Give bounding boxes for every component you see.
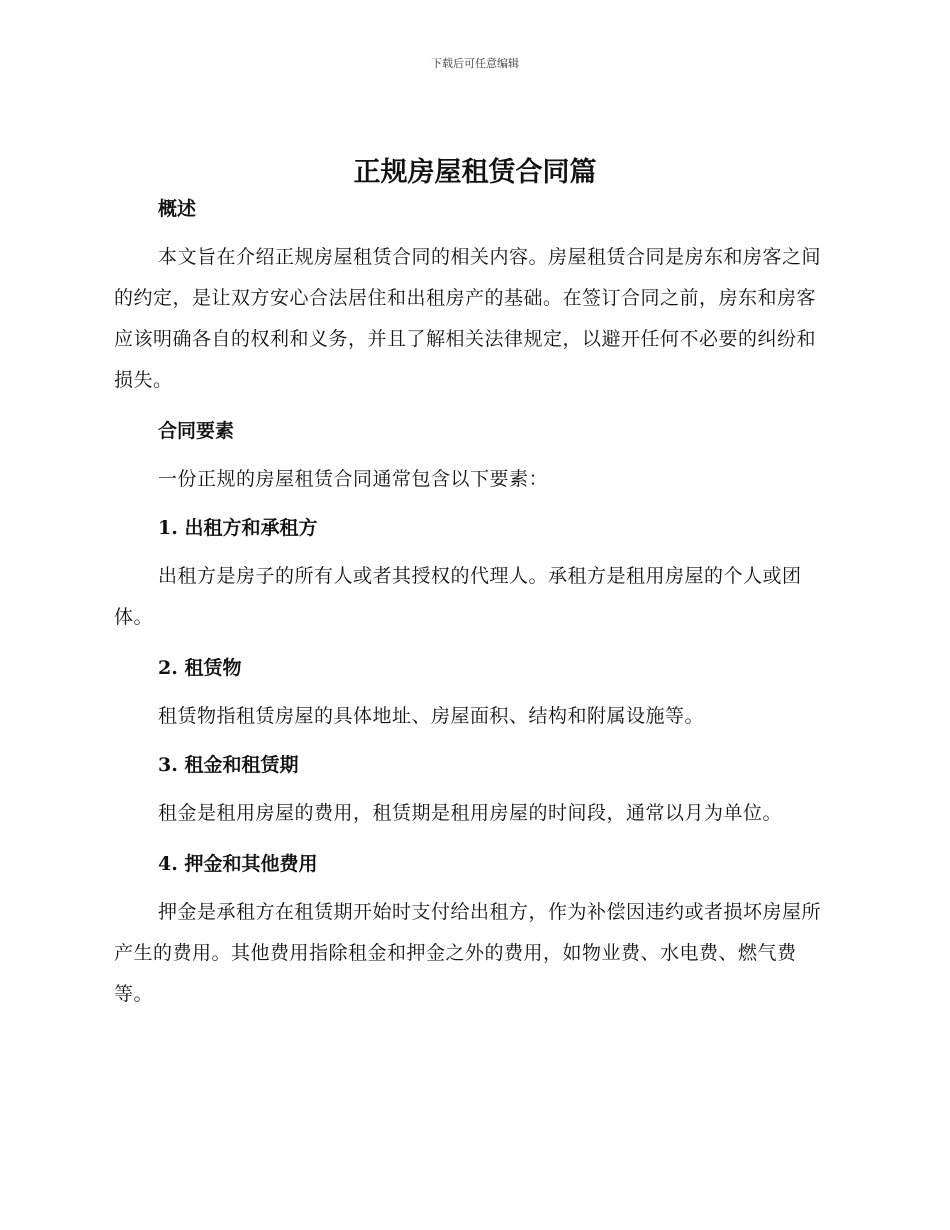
item-heading-deposit-fees: 4. 押金和其他费用	[158, 853, 318, 875]
item-heading-parties: 1. 出租方和承租方	[158, 517, 318, 539]
paragraph-parties: 出租方是房子的所有人或者其授权的代理人。承租方是租用房屋的个人或团体。	[114, 565, 802, 628]
section-heading-overview: 概述	[158, 198, 197, 220]
paragraph-overview: 本文旨在介绍正规房屋租赁合同的相关内容。房屋租赁合同是房东和房客之间的约定，是让双方安心合法居住和出租房产的基础。在签订合同之前，房东和房客应该明确各自的权利和义务，并且了解相关法律规定，以避开任何不必要的纠纷和损失。	[114, 246, 822, 391]
paragraph-rent-term: 租金是租用房屋的费用，租赁期是租用房屋的时间段，通常以月为单位。	[158, 802, 783, 824]
section-heading-elements: 合同要素	[158, 420, 235, 442]
page-header-note: 下载后可任意编辑	[431, 57, 519, 70]
document-title: 正规房屋租赁合同篇	[353, 157, 597, 188]
item-heading-property: 2. 租赁物	[158, 657, 242, 679]
paragraph-elements-intro: 一份正规的房屋租赁合同通常包含以下要素：	[158, 468, 549, 490]
paragraph-deposit-fees: 押金是承租方在租赁期开始时支付给出租方，作为补偿因违约或者损坏房屋所产生的费用。其他费用指除租金和押金之外的费用，如物业费、水电费、燃气费等。	[114, 901, 822, 1005]
document-body	[114, 193, 830, 1015]
paragraph-property: 租赁物指租赁房屋的具体地址、房屋面积、结构和附属设施等。	[158, 705, 705, 727]
item-heading-rent-term: 3. 租金和租赁期	[158, 754, 299, 776]
